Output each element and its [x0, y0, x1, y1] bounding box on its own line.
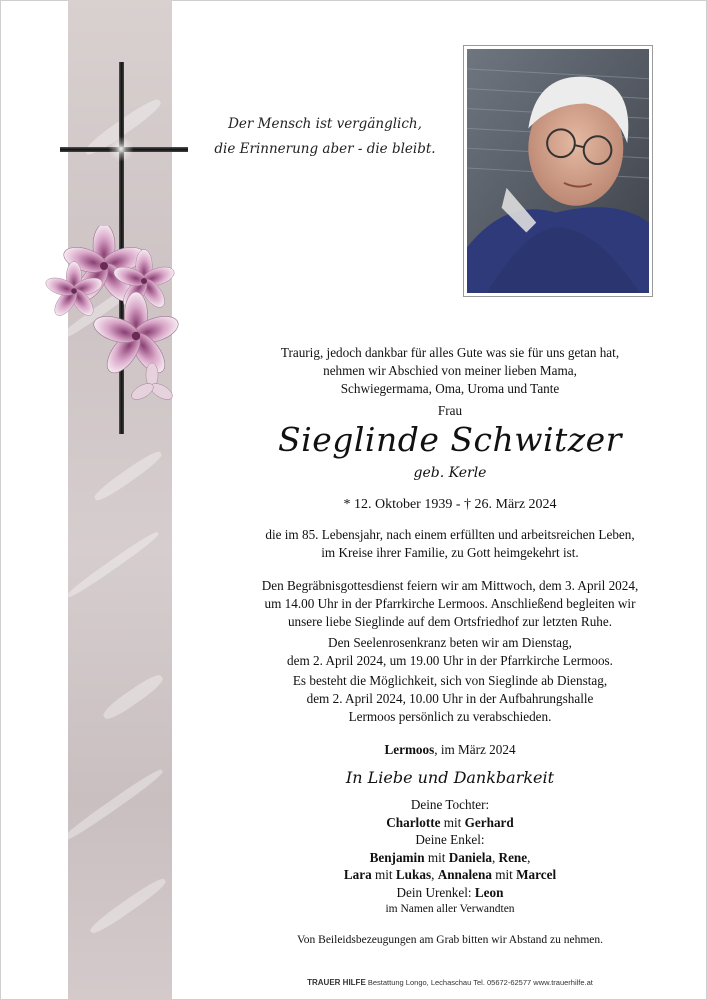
- family-block: [215, 796, 685, 919]
- flower-icon: [44, 226, 194, 421]
- name-block: [215, 420, 685, 460]
- grandchild-partner: Marcel: [516, 867, 557, 882]
- dates-block: [215, 496, 685, 514]
- life-dates: * 12. Oktober 1939 - † 26. März 2024: [343, 497, 557, 512]
- daughter-label: Deine Tochter:: [410, 797, 490, 812]
- place-date-block: [215, 741, 685, 759]
- relatives-text: im Namen aller Verwandten: [385, 903, 515, 915]
- grandchild-name: Annalena: [437, 867, 492, 882]
- grandchild-name: Lara: [343, 867, 372, 882]
- with-text: mit: [440, 814, 465, 830]
- funeral-text: Den Begräbnisgottesdienst feiern wir am Mittwoch, dem 3. April 2024, um 14.00 Uhr in der Pfarrkirche Lermoos. Anschließend begleiten wir unsere liebe Sieglinde auf dem Ortsfriedhof zur letzten Ruhe.: [261, 578, 639, 629]
- separator: ,: [431, 867, 438, 882]
- passing-block: [215, 526, 685, 562]
- place: Lermoos: [384, 742, 435, 757]
- with-text: mit: [371, 867, 396, 882]
- great-grandchild-name: Leon: [474, 884, 504, 900]
- closing-text: In Liebe und Dankbarkeit: [345, 768, 555, 787]
- condolence-note: Von Beileidsbezeugungen am Grab bitten wir Abstand zu nehmen.: [296, 934, 604, 946]
- viewing-text: Es besteht die Möglichkeit, sich von Sieglinde ab Dienstag, dem 2. April 2024, 10.00 Uhr in der Aufbahrungshalle Lermoos persönlich zu verabschieden.: [292, 673, 608, 724]
- footer-brand: TRAUER HILFE: [307, 978, 366, 987]
- great-grandchild-label: Dein Urenkel:: [396, 884, 475, 900]
- funeral-block: [215, 577, 685, 631]
- daughter-partner: Gerhard: [464, 814, 514, 830]
- note-block: [215, 931, 685, 949]
- daughter-line: [215, 814, 685, 832]
- grandchildren-label: Deine Enkel:: [415, 832, 485, 847]
- grandchildren-line-2: [215, 866, 685, 884]
- grandchild-name: Benjamin: [369, 849, 425, 865]
- grandchild-partner: Lukas: [395, 867, 432, 882]
- place-date-text: , im März 2024: [434, 742, 516, 757]
- sparkle-icon: [106, 134, 136, 164]
- intro-text: Traurig, jedoch dankbar für alles Gute was sie für uns getan hat, nehmen wir Abschied von meiner lieben Mama, Schwiegermama, Oma, Uroma und Tante: [280, 345, 620, 396]
- rosary-text: Den Seelenrosenkranz beten wir am Dienstag, dem 2. April 2024, um 19.00 Uhr in der Pfarrkirche Lermoos.: [287, 635, 613, 668]
- maiden-name: geb. Kerle: [413, 465, 487, 481]
- intro-block: [215, 344, 685, 398]
- maiden-block: [215, 464, 685, 482]
- salutation-block: [215, 402, 685, 420]
- closing-block: [215, 769, 685, 787]
- separator: ,: [527, 849, 531, 865]
- deceased-name: Sieglinde Schwitzer: [278, 420, 622, 459]
- grandchild-name: Rene: [498, 849, 528, 865]
- daughter-name: Charlotte: [386, 814, 441, 830]
- viewing-block: [215, 672, 685, 726]
- quote: Der Mensch ist vergänglich, die Erinnerung aber - die bleibt.: [214, 116, 436, 157]
- passing-text: die im 85. Lebensjahr, nach einem erfüllten und arbeitsreichen Leben, im Kreise ihrer Familie, zu Gott heimgekehrt ist.: [265, 527, 635, 560]
- grandchildren-line-1: [215, 849, 685, 867]
- separator: ,: [491, 849, 499, 865]
- grandchild-partner: Daniela: [448, 849, 492, 865]
- great-grandchild-line: [215, 884, 685, 902]
- salutation: Frau: [437, 403, 463, 418]
- place-date: [215, 741, 685, 759]
- with-text: mit: [424, 849, 449, 865]
- with-text: mit: [491, 867, 517, 882]
- portrait-photo: [463, 45, 653, 297]
- footer-text: Bestattung Longo, Lechaschau Tel. 05672-62577 www.trauerhilfe.at: [365, 978, 593, 987]
- rosary-block: [215, 634, 685, 670]
- footer: [215, 978, 685, 987]
